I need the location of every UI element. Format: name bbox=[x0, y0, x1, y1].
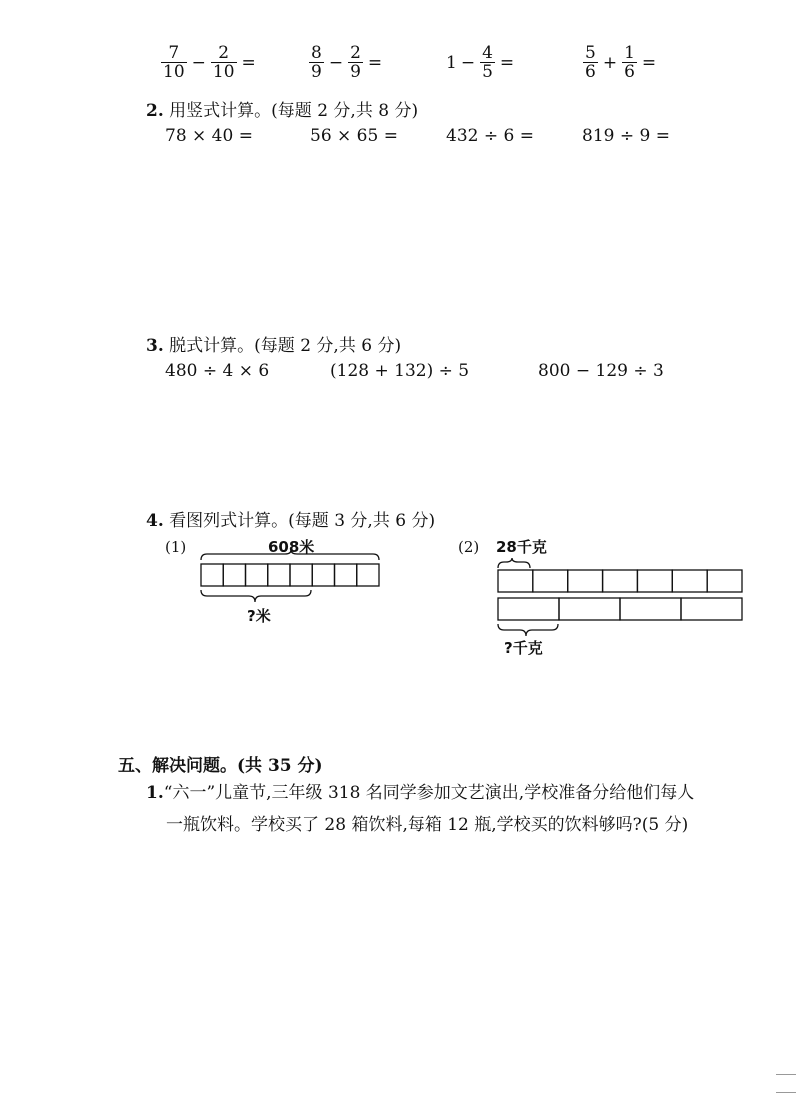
diagram-2-bottom-segment bbox=[681, 598, 742, 620]
diagram-2-top-label: 28千克 bbox=[496, 538, 547, 556]
diagram-2-bottom-bar bbox=[498, 598, 742, 620]
q2-item-3: 432 ÷ 6 = bbox=[446, 126, 534, 146]
fraction-expression-1: 7 10 − $\frac{2}{10}$ = bbox=[163, 43, 256, 82]
diagram-1-segment bbox=[246, 564, 268, 586]
diagram-1-segment bbox=[335, 564, 357, 586]
q2-item-1: 78 × 40 = bbox=[165, 126, 253, 146]
diagram-1-segment bbox=[290, 564, 312, 586]
diagram-2 bbox=[492, 554, 748, 638]
diagram-2-top-segment bbox=[568, 570, 603, 592]
diagram-2-top-brace bbox=[498, 558, 530, 568]
margin-mark bbox=[776, 1092, 796, 1093]
diagram-1-bottom-brace bbox=[201, 590, 311, 602]
diagram-1-part-label: ?米 bbox=[247, 607, 271, 625]
diagram-1-segment bbox=[223, 564, 245, 586]
section-5-title: 五、解决问题。(共 35 分) bbox=[118, 756, 323, 776]
diagram-1-label: (1) bbox=[165, 538, 187, 556]
q3-item-2: (128 + 132) ÷ 5 bbox=[330, 361, 470, 381]
diagram-2-top-segment bbox=[672, 570, 707, 592]
question-4-number: 4. bbox=[146, 511, 164, 531]
fraction-expression-3: 1 − $\frac{4}{5}$ = bbox=[446, 43, 515, 82]
question-3-heading bbox=[146, 331, 401, 356]
diagram-2-bottom-segment bbox=[620, 598, 681, 620]
diagram-2-top-segment bbox=[637, 570, 672, 592]
diagram-1-total-label: 608米 bbox=[268, 538, 315, 556]
margin-mark bbox=[776, 1074, 796, 1075]
diagram-2-top-segment bbox=[498, 570, 533, 592]
diagram-2-bottom-brace bbox=[498, 624, 558, 636]
q3-item-1: 480 ÷ 4 × 6 bbox=[165, 361, 270, 381]
diagram-1-segment bbox=[312, 564, 334, 586]
diagram-2-top-segment bbox=[533, 570, 568, 592]
section-5-question-1 bbox=[146, 777, 694, 841]
diagram-2-top-segment bbox=[707, 570, 742, 592]
question-2-number: 2. bbox=[146, 101, 164, 121]
diagram-1 bbox=[195, 550, 387, 606]
question-4-heading bbox=[146, 506, 435, 531]
question-2-title: 用竖式计算。(每题 2 分,共 8 分) bbox=[169, 101, 419, 121]
question-3-number: 3. bbox=[146, 336, 164, 356]
question-4-title: 看图列式计算。(每题 3 分,共 6 分) bbox=[169, 511, 436, 531]
fraction-expression-4: 5 6 + $\frac{1}{6}$ = bbox=[585, 43, 657, 82]
diagram-1-bar bbox=[201, 564, 379, 586]
diagram-1-segment bbox=[268, 564, 290, 586]
diagram-2-label: (2) bbox=[458, 538, 480, 556]
diagram-2-bottom-label: ?千克 bbox=[504, 639, 543, 657]
diagram-2-bottom-segment bbox=[559, 598, 620, 620]
s5-q1-line-1: “六一”儿童节,三年级 318 名同学参加文艺演出,学校准备分给他们每人 bbox=[163, 783, 695, 803]
q3-item-3: 800 − 129 ÷ 3 bbox=[538, 361, 664, 381]
s5-q1-number: 1. bbox=[146, 783, 164, 803]
q2-item-2: 56 × 65 = bbox=[310, 126, 398, 146]
diagram-2-top-segment bbox=[603, 570, 638, 592]
fraction-expression-2: 8 9 − $\frac{2}{9}$ = bbox=[311, 43, 383, 82]
s5-q1-line-2: 一瓶饮料。学校买了 28 箱饮料,每箱 12 瓶,学校买的饮料够吗?(5 分) bbox=[166, 815, 689, 835]
diagram-1-segment bbox=[357, 564, 379, 586]
diagram-1-segment bbox=[201, 564, 223, 586]
diagram-2-bottom-segment bbox=[498, 598, 559, 620]
question-2-heading bbox=[146, 96, 418, 121]
question-3-title: 脱式计算。(每题 2 分,共 6 分) bbox=[169, 336, 402, 356]
diagram-2-top-bar bbox=[498, 570, 742, 592]
q2-item-4: 819 ÷ 9 = bbox=[582, 126, 670, 146]
